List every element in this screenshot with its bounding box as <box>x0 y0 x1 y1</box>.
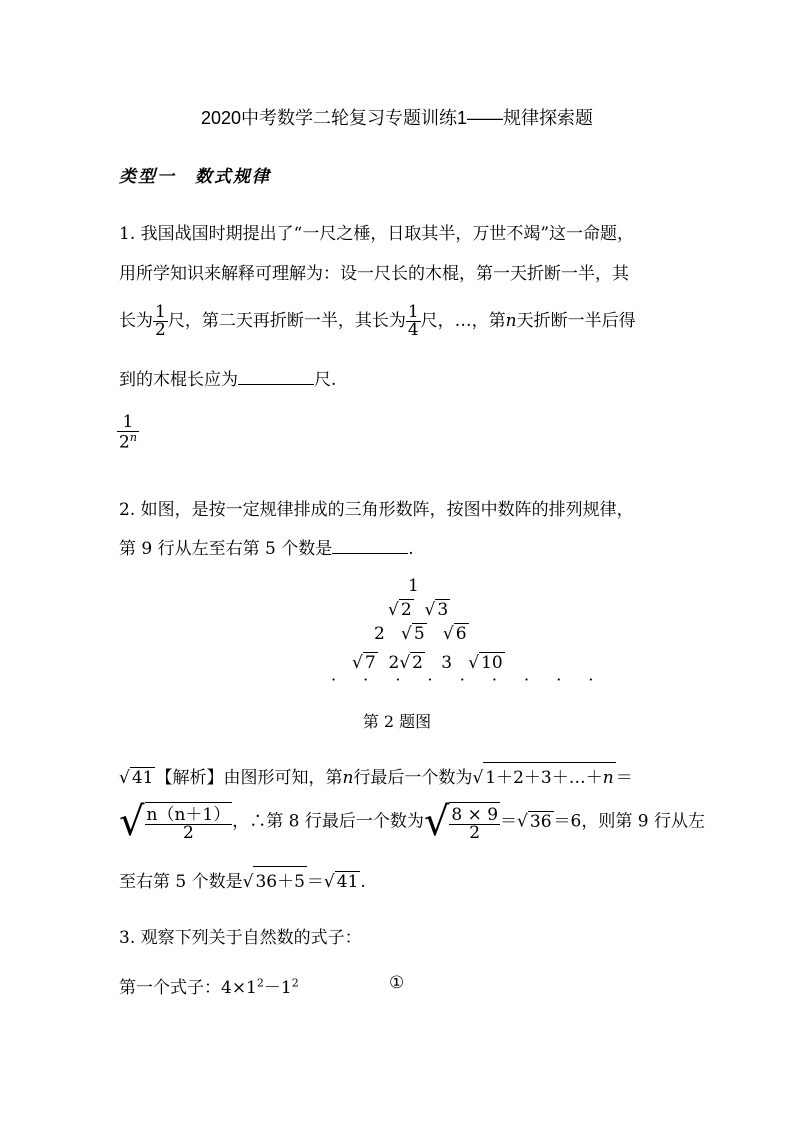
q2-text-a: 第 9 行从左至右第 5 个数是 <box>119 539 333 559</box>
q1-text-b: 尺，第二天再折断一半，其长为 <box>167 311 406 331</box>
q1-answer <box>117 414 139 452</box>
sol-fraction-n: $\frac{n(n+1)}{2}$ <box>145 802 233 842</box>
figure-caption: 第 2 题图 <box>362 712 432 731</box>
tri-r3: 2 √ 5 √ 6 <box>374 624 467 644</box>
q2-sol-line3: 至右第 5 个数是√ 36＋5 ＝√ 41 . <box>119 866 366 892</box>
tri-r2: √ 2 √ 3 <box>388 600 449 620</box>
q2-sol-line2: √ $\frac{n(n+1)}{2}$ ，∴第 8 行最后一个数为√ $\frac{8 \times 9}{2}$ ＝√ 36 ＝6，则第 9 行从左 <box>119 799 705 845</box>
var-n: n <box>505 311 517 331</box>
q1-line3 <box>119 304 636 339</box>
q1-line2: 用所学知识来解释可理解为：设一尺长的木棍，第一天折断一半，其 <box>119 264 629 284</box>
answer-blank-2 <box>332 539 408 554</box>
q1-text-f: 尺. <box>314 370 337 390</box>
answer-blank <box>238 370 314 385</box>
q1-text-e: 到的木棍长应为 <box>119 370 238 390</box>
page-title: 2020中考数学二轮复习专题训练1——规律探索题 <box>200 108 594 128</box>
tri-dots: · · · · · · · · · <box>331 670 605 689</box>
q1-line4 <box>119 365 336 390</box>
q2-line1: 2. 如图，是按一定规律排成的三角形数阵，按图中数阵的排列规律， <box>119 500 634 520</box>
tri-r4: √ 7 2√ 2 3 √ 10 <box>352 653 503 673</box>
q3-first-formula: 第一个式子：$4\times 1^2-1^2$ <box>119 976 299 998</box>
q2-text-b: . <box>408 539 414 559</box>
sol-fraction-89: $\frac{8 \times 9}{2}$ <box>449 802 500 842</box>
fraction-quarter: $\frac{1}{4}$ <box>407 302 419 340</box>
q1-line1: 1. 我国战国时期提出了“一尺之棰，日取其半，万世不竭”这一命题， <box>119 224 635 244</box>
q2-sol-line1: √ 41 【解析】由图形可知，第n行最后一个数为√ 1＋2＋3＋…＋n ＝ <box>119 762 633 788</box>
q2-line2 <box>119 534 414 559</box>
answer-fraction: $\frac{1}{2^n}$ <box>119 412 137 453</box>
q3-line1: 3. 观察下列关于自然数的式子： <box>119 928 362 948</box>
circled-one: ① <box>389 973 405 993</box>
tri-r1: 1 <box>408 576 419 596</box>
sol-answer: 41 <box>131 768 154 788</box>
q1-text-a: 长为 <box>119 311 153 331</box>
q1-text-d: 天折断一半后得 <box>516 311 636 331</box>
section-heading: 类型一 数式规律 <box>119 167 271 187</box>
q1-text-c: 尺，…，第 <box>420 311 506 331</box>
fraction-half: $\frac{1}{2}$ <box>155 302 166 340</box>
